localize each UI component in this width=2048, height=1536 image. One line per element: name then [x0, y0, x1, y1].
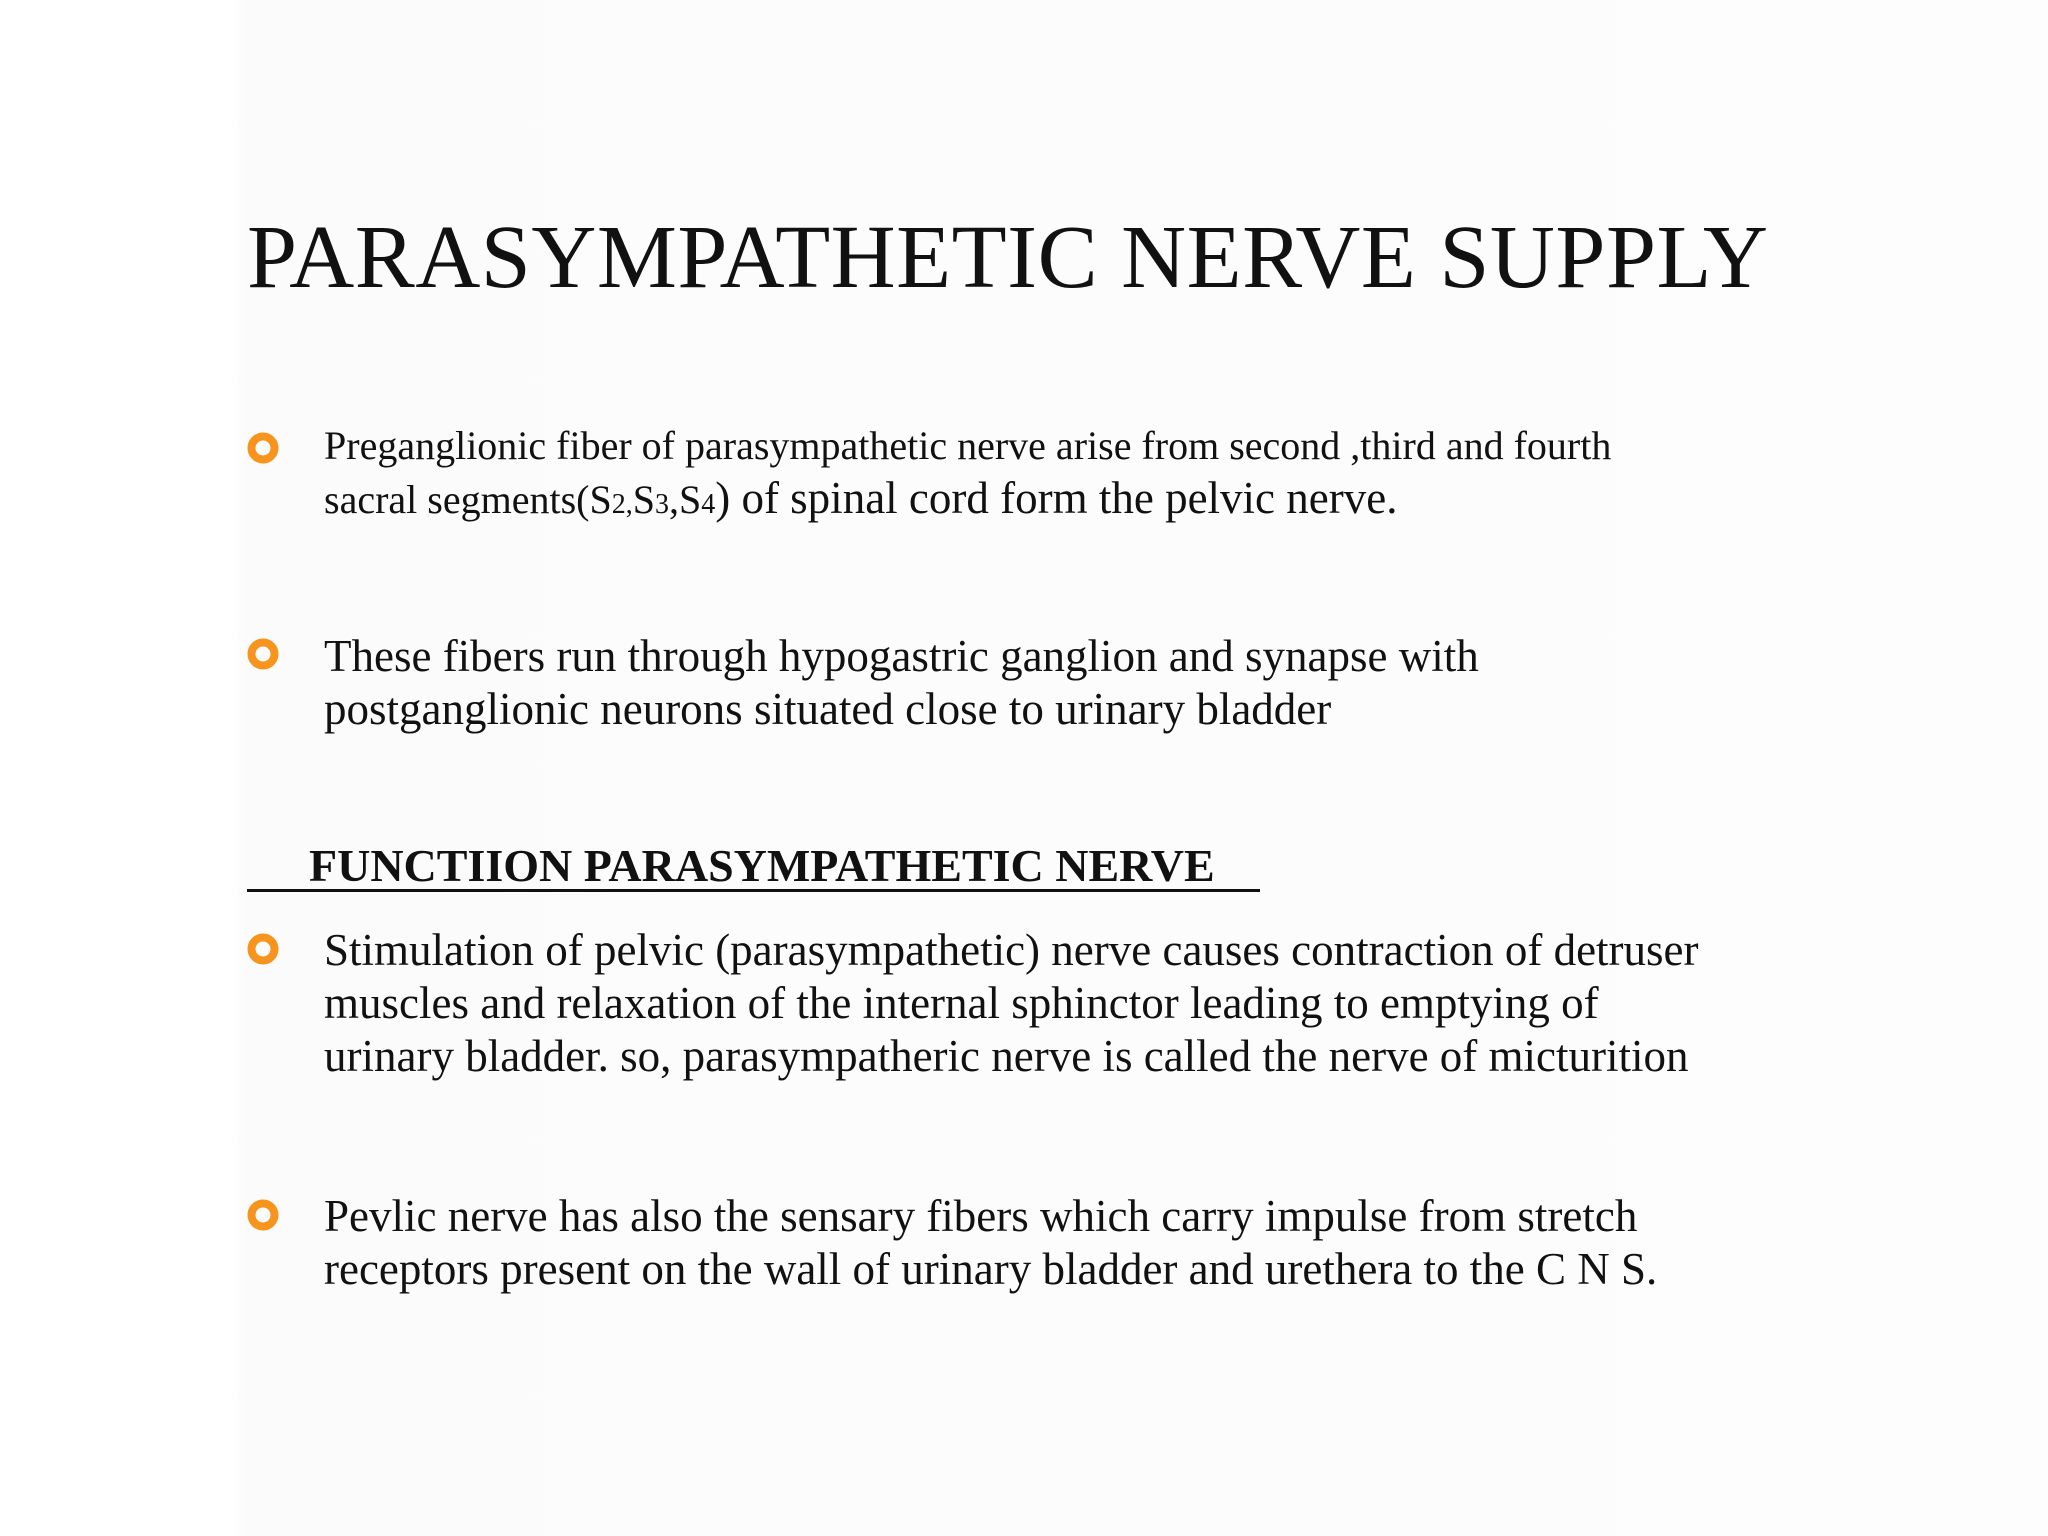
bullet-line: Stimulation of pelvic (parasympathetic) nerve causes contraction of detruser [324, 925, 1699, 975]
ring-bullet-icon [247, 1199, 279, 1231]
bullet-line: muscles and relaxation of the internal sphinctor leading to emptying of [324, 978, 1599, 1028]
bullet-line: receptors present on the wall of urinary bladder and urethera to the C N S. [324, 1244, 1658, 1294]
bullet-line-part: S [632, 477, 655, 522]
slide-title: PARASYMPATHETIC NERVE SUPPLY [247, 208, 1769, 307]
bullet-text [324, 924, 1884, 1083]
bullet-line [324, 472, 1884, 531]
subscript: 2, [611, 489, 633, 520]
bullet-text [324, 1190, 1884, 1296]
bullet-line-part: ) of spinal cord form the pelvic nerve. [715, 473, 1398, 523]
bullet-line: postganglionic neurons situated close to urinary bladder [324, 684, 1332, 734]
bullet-line: These fibers run through hypogastric ganglion and synapse with [324, 631, 1479, 681]
bullet-text [324, 630, 1884, 736]
bullet-line: Preganglionic fiber of parasympathetic nerve arise from second ,third and fourth [324, 423, 1612, 468]
subscript: 3 [654, 489, 669, 520]
ring-bullet-icon [247, 933, 279, 965]
bullet-line: urinary bladder. so, parasympatheric nerve is called the nerve of micturition [324, 1031, 1689, 1081]
bullet-line-part: ,S [668, 477, 702, 522]
ring-bullet-icon [247, 432, 279, 464]
section-heading-text: FUNCTIION PARASYMPATHETIC NERVE [309, 840, 1215, 891]
bullet-line: Pevlic nerve has also the sensary fibers which carry impulse from stretch [324, 1191, 1638, 1241]
ring-bullet-icon [247, 638, 279, 670]
section-heading [247, 838, 1215, 894]
bullet-text [324, 420, 1884, 531]
subscript: 4 [701, 489, 716, 520]
bullet-line-part: sacral segments(S [324, 477, 612, 522]
